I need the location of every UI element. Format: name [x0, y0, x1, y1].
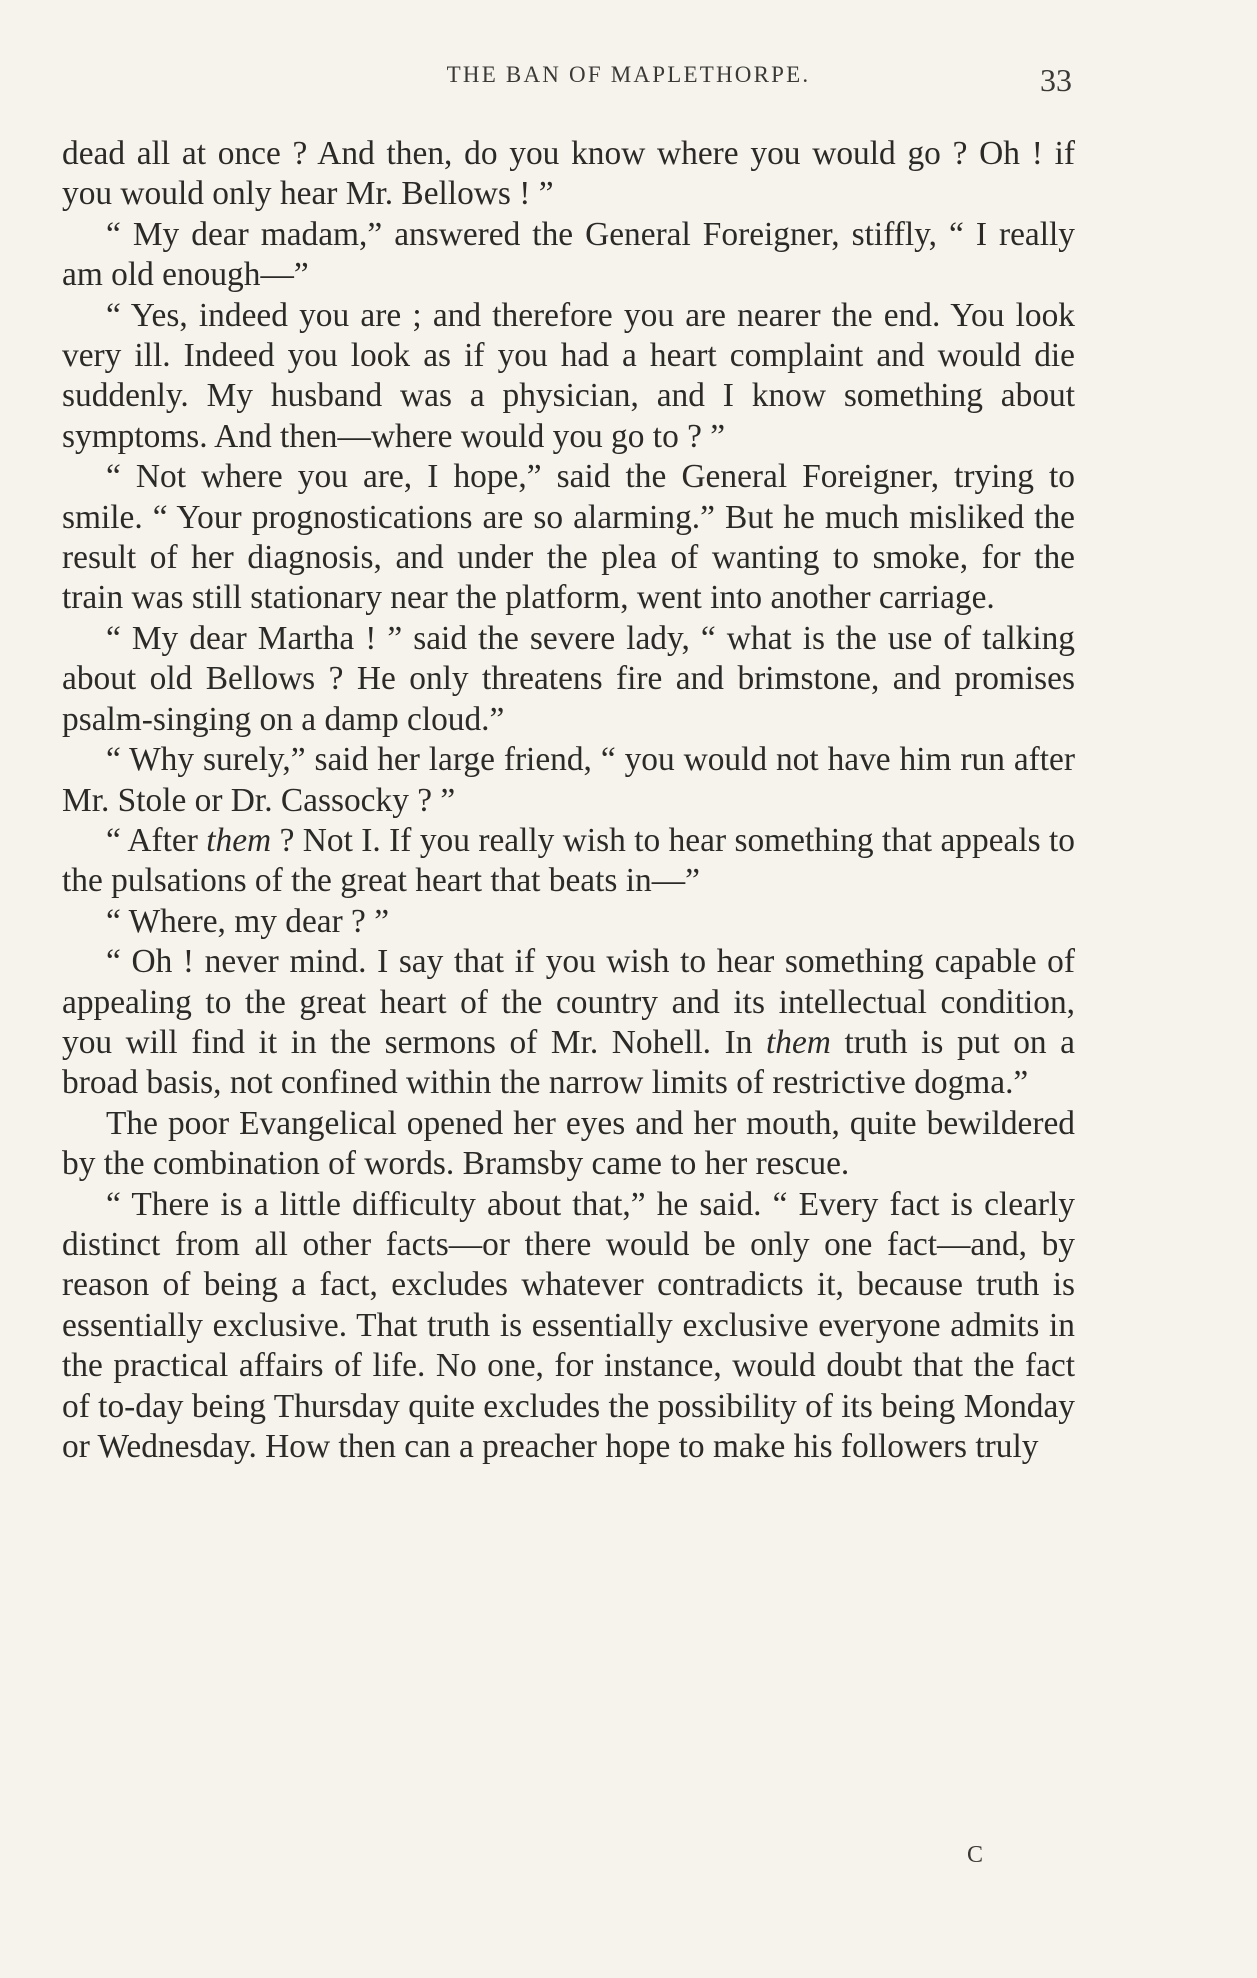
text-run: dead all at once ? And then, do you know where you would go ? Oh ! if you would only hear Mr. Bellows ! ”	[62, 135, 1075, 213]
paragraph	[62, 740, 1075, 821]
text-run: The poor Evangelical opened her eyes and her mouth, quite bewildered by the combination of words. Bramsby came to her rescue.	[62, 1104, 1075, 1183]
text-run: “ My dear Martha ! ” said the severe lady, “ what is the use of talking about old Bellows ? He only threatens fire and brimstone, and promises psalm-singing on a damp cloud.”	[62, 619, 1075, 738]
text-run: “ Yes, indeed you are ; and therefore you are nearer the end. You look very ill. Indeed you look as if you had a heart complaint and would die suddenly. My husband was a physician, and I know something about symptoms. And then—where would you go to ? ”	[62, 296, 1075, 455]
text-run: “ After	[106, 821, 207, 859]
italic-text: them	[765, 1023, 831, 1061]
paragraph	[62, 1185, 1075, 1468]
text-run: “ There is a little difficulty about that,” he said. “ Every fact is clearly distinct from all other facts—or there would be only one fact—and, by reason of being a fact, excludes whatever contradicts it, because truth is essentially exclusive. That truth is essentially exclusive everyone admits in the practical affairs of life. No one, for instance, would doubt that the fact of to-day being Thursday quite excludes the possibility of its being Monday or Wednesday. How then can a preacher hope to make his followers truly	[62, 1185, 1076, 1465]
paragraph	[62, 296, 1075, 458]
paragraph	[62, 942, 1075, 1104]
signature-mark: C	[967, 1842, 984, 1868]
paragraph	[62, 902, 1075, 942]
italic-text: them	[206, 821, 272, 859]
body-text	[62, 134, 1075, 1467]
text-run: “ My dear madam,” answered the General Foreigner, stiffly, “ I really am old enough—”	[62, 215, 1075, 294]
paragraph	[62, 215, 1075, 296]
paragraph	[62, 134, 1075, 215]
paragraph	[62, 1104, 1075, 1185]
paragraph	[62, 457, 1075, 619]
text-run: truth is put on a broad basis, not confined within the narrow limits of restrictive dogma.”	[62, 1023, 1075, 1102]
text-run: “ Not where you are, I hope,” said the General Foreigner, trying to smile. “ Your prognostications are so alarming.” But he much misliked the result of her diagnosis, and under the plea of wanting to smoke, for the train was still stationary near the platform, went into another carriage.	[62, 458, 1075, 617]
running-head: THE BAN OF MAPLETHORPE.	[446, 62, 811, 87]
paragraph	[62, 619, 1075, 740]
page-number: 33	[1040, 62, 1072, 98]
paragraph	[62, 821, 1075, 902]
text-run: “ Oh ! never mind. I say that if you wish to hear something capable of appealing to the great heart of the country and its intellectual condition, you will find it in the sermons of Mr. Nohell. In	[62, 943, 1075, 1061]
text-run: “ Where, my dear ? ”	[106, 902, 390, 940]
text-run: “ Why surely,” said her large friend, “ you would not have him run after Mr. Stole or Dr. Cassocky ? ”	[62, 741, 1075, 819]
text-run: ? Not I. If you really wish to hear something that appeals to the pulsations of the great heart that beats in—”	[62, 821, 1075, 900]
